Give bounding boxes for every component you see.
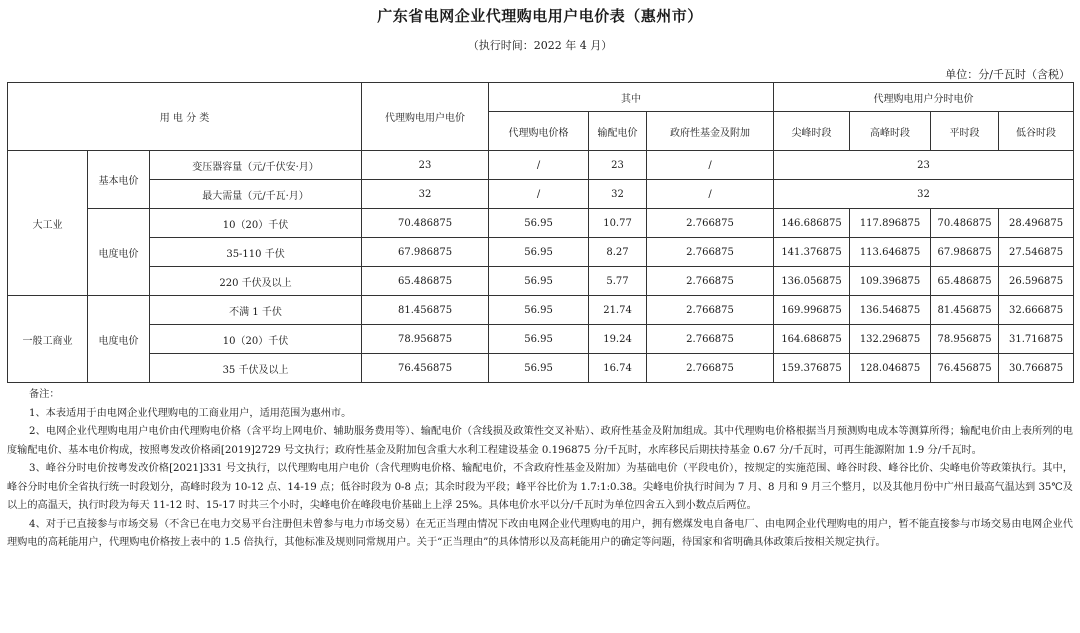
row-label: 最大需量（元/千瓦·月） [150,180,362,209]
cell-transmission: 32 [589,180,647,209]
unit-label: 单位：分/千瓦时（含税） [945,68,1070,81]
row-label: 35 千伏及以上 [150,354,362,383]
cell-purchase: / [489,180,589,209]
cell-purchase: 56.95 [489,296,589,325]
note-item-1: 1、本表适用于由电网企业代理购电的工商业用户，适用范围为惠州市。 [29,407,352,419]
table-row [8,354,1074,383]
table-row [8,267,1074,296]
header-tou-group: 代理购电用户分时电价 [774,83,1074,112]
subgroup-energy-price: 电度电价 [88,296,150,383]
header-valley: 低谷时段 [999,112,1074,151]
table-row [8,209,1074,238]
cell-transmission: 10.77 [589,209,647,238]
row-label: 220 千伏及以上 [150,267,362,296]
cell-total: 65.486875 [362,267,489,296]
cell-transmission: 19.24 [589,325,647,354]
cell-fund: / [647,180,774,209]
cell-flat: 65.486875 [931,267,999,296]
cell-fund: 2.766875 [647,296,774,325]
cell-valley: 26.596875 [999,267,1074,296]
row-label: 不满 1 千伏 [150,296,362,325]
cell-fund: 2.766875 [647,209,774,238]
table-row [8,238,1074,267]
cell-transmission: 21.74 [589,296,647,325]
notes-heading: 备注： [29,389,60,400]
cell-sharp-peak: 169.996875 [774,296,850,325]
cell-total: 76.456875 [362,354,489,383]
page-title: 广东省电网企业代理购电用户电价表（惠州市） [377,7,703,25]
cell-sharp-peak: 164.686875 [774,325,850,354]
cell-purchase: 56.95 [489,267,589,296]
row-label: 10（20）千伏 [150,325,362,354]
header-transmission-price: 输配电价 [589,112,647,151]
cell-total: 23 [362,151,489,180]
cell-valley: 27.546875 [999,238,1074,267]
header-purchase-price: 代理购电价格 [489,112,589,151]
header-row-1 [8,83,1074,112]
cell-fund: / [647,151,774,180]
note-item-4: 4、对于已直接参与市场交易（不含已在电力交易平台注册但未曾参与电力市场交易）在无正当理由情况下改由电网企业代理购电的用户，拥有燃煤发电自备电厂、由电网企业代理购电的用户，暂不能直接参与市场交易由电网企业代理购电的高耗能用户，代理购电价格按上表中的 1.5 倍执行，其他标准及规则同常规用户。关于“正当理由”的具体情形以及高耗能用户的确定等问题，待国家和省明确具体政策后按相关规定执行。 [7,518,1073,548]
cell-total: 70.486875 [362,209,489,238]
cell-tou-merged: 23 [774,151,1074,180]
row-label: 35-110 千伏 [150,238,362,267]
price-table [7,82,1074,383]
cell-fund: 2.766875 [647,267,774,296]
cell-valley: 31.716875 [999,325,1074,354]
cell-peak: 132.296875 [850,325,931,354]
cell-sharp-peak: 141.376875 [774,238,850,267]
cell-total: 67.986875 [362,238,489,267]
group-large-industry: 大工业 [8,151,88,296]
header-sharp-peak: 尖峰时段 [774,112,850,151]
cell-valley: 28.496875 [999,209,1074,238]
cell-fund: 2.766875 [647,238,774,267]
cell-flat: 67.986875 [931,238,999,267]
cell-purchase: 56.95 [489,209,589,238]
cell-transmission: 8.27 [589,238,647,267]
cell-purchase: 56.95 [489,238,589,267]
header-peak: 高峰时段 [850,112,931,151]
cell-transmission: 16.74 [589,354,647,383]
cell-peak: 128.046875 [850,354,931,383]
notes-section [7,386,1073,553]
row-label: 10（20）千伏 [150,209,362,238]
cell-flat: 81.456875 [931,296,999,325]
cell-sharp-peak: 159.376875 [774,354,850,383]
cell-flat: 78.956875 [931,325,999,354]
effective-date: （执行时间：2022 年 4 月） [467,39,613,52]
cell-transmission: 5.77 [589,267,647,296]
header-flat: 平时段 [931,112,999,151]
cell-total: 32 [362,180,489,209]
table-row [8,325,1074,354]
table-row [8,180,1074,209]
note-item-2: 2、电网企业代理购电用户电价由代理购电价格（含平均上网电价、辅助服务费用等）、输配电价（含线损及政策性交叉补贴）、政府性基金及附加组成。其中代理购电价格根据当月预测购电成本等测算所得；输配电价由上表所列的电度输配电价、基本电价构成，按照粤发改价格函[2019]2729 号文执行；政府性基金及附加包含重大水利工程建设基金 0.196875 分/千瓦时，水库移民后期扶持基金 0.67 分/千瓦时，可再生能源附加 1.9 分/千瓦时。 [7,426,1073,456]
cell-peak: 136.546875 [850,296,931,325]
cell-total: 78.956875 [362,325,489,354]
header-category: 用 电 分 类 [8,83,362,151]
table-row [8,296,1074,325]
cell-tou-merged: 32 [774,180,1074,209]
cell-purchase: 56.95 [489,354,589,383]
cell-total: 81.456875 [362,296,489,325]
cell-peak: 109.396875 [850,267,931,296]
row-label: 变压器容量（元/千伏安·月） [150,151,362,180]
cell-flat: 70.486875 [931,209,999,238]
note-item-3: 3、峰谷分时电价按粤发改价格[2021]331 号文执行，以代理购电用户电价（含代理购电价格、输配电价，不含政府性基金及附加）为基础电价（平段电价），按规定的实施范围、峰谷时段、峰谷比价、尖峰电价等政策执行。其中，峰谷分时电价全省执行统一时段划分，高峰时段为 10-12 点、14-19 点；低谷时段为 0-8 点；其余时段为平段；峰平谷比价为 1.7:1:0.38。尖峰电价执行时间为 7 月、8 月和 9 月三个整月，以及其他月份中广州日最高气温达到 35℃及以上的高温天，执行时段为每天 11-12 时、15-17 时共三个小时，尖峰电价在峰段电价基础上上浮 25%。具体电价水平以分/千瓦时为单位四舍五入到小数点后两位。 [7,463,1073,511]
cell-fund: 2.766875 [647,354,774,383]
group-general-commercial: 一般工商业 [8,296,88,383]
subgroup-energy-price: 电度电价 [88,209,150,296]
cell-peak: 117.896875 [850,209,931,238]
cell-valley: 30.766875 [999,354,1074,383]
header-components-group: 其中 [489,83,774,112]
header-gov-fund: 政府性基金及附加 [647,112,774,151]
cell-transmission: 23 [589,151,647,180]
subgroup-basic-price: 基本电价 [88,151,150,209]
cell-purchase: 56.95 [489,325,589,354]
cell-valley: 32.666875 [999,296,1074,325]
header-total-price: 代理购电用户电价 [362,83,489,151]
cell-sharp-peak: 146.686875 [774,209,850,238]
cell-sharp-peak: 136.056875 [774,267,850,296]
cell-flat: 76.456875 [931,354,999,383]
cell-peak: 113.646875 [850,238,931,267]
cell-fund: 2.766875 [647,325,774,354]
table-row [8,151,1074,180]
cell-purchase: / [489,151,589,180]
